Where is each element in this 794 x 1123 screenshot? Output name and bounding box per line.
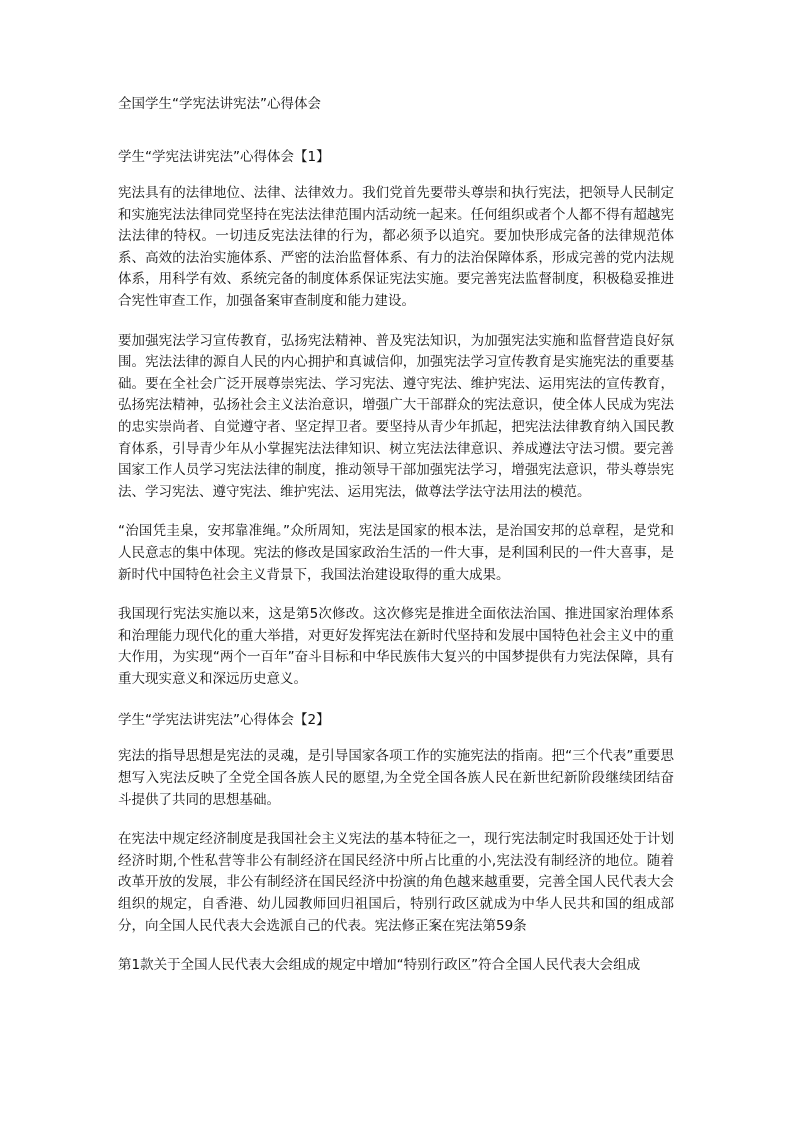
section-heading-2: 学生“学宪法讲宪法”心得体会【2】 [118,712,330,729]
document-title: 全国学生“学宪法讲宪法”心得体会 [118,96,321,112]
paragraph: 我国现行宪法实施以来，这是第5次修改。这次修宪是推进全面依法治国、推进国家治理体系和治理能力现代化的重大举措，对更好发挥宪法在新时代坚持和发展中国特色社会主义中的重大作用，为实现“两个一百年”奋斗目标和中华民族伟大复兴的中国梦提供有力宪法保障，具有重大现实意义和深远历史意义。 [118,606,674,687]
paragraph: 第1款关于全国人民代表大会组成的规定中增加“特别行政区”符合全国人民代表大会组成 [118,957,641,974]
section-heading-1: 学生“学宪法讲宪法”心得体会【1】 [118,149,330,165]
paragraph: “治国凭圭臬，安邦靠准绳。”众所周知，宪法是国家的根本法，是治国安邦的总章程，是党和人民意志的集中体现。宪法的修改是国家政治生活的一件大事，是利国利民的一件大喜事，是新时代中国特色社会主义背景下，我国法治建设取得的重大成果。 [118,523,674,583]
paragraph: 要加强宪法学习宣传教育，弘扬宪法精神、普及宪法知识，为加强宪法实施和监督营造良好氛围。宪法法律的源自人民的内心拥护和真诚信仰，加强宪法学习宣传教育是实施宪法的重要基础。要在全社会广泛开展尊崇宪法、学习宪法、遵守宪法、维护宪法、运用宪法的宣传教育，弘扬宪法精神，弘扬社会主义法治意识，增强广大干部群众的宪法意识，使全体人民成为宪法的忠实崇尚者、自觉遵守者、坚定捍卫者。要坚持从青少年抓起，把宪法法律教育纳入国民教育体系，引导青少年从小掌握宪法法律知识、树立宪法法律意识、养成遵法守法习惯。要完善国家工作人员学习宪法法律的制度，推动领导干部加强宪法学习，增强宪法意识，带头尊崇宪法、学习宪法、遵守宪法、维护宪法、运用宪法，做尊法学法守法用法的模范。 [118,332,674,500]
paragraph: 在宪法中规定经济制度是我国社会主义宪法的基本特征之一，现行宪法制定时我国还处于计划经济时期,个性私营等非公有制经济在国民经济中所占比重的小,宪法没有制经济的地位。随着改革开放的发展，非公有制经济在国民经济中扮演的角色越来越重要，完善全国人民代表大会组织的规定，自香港、幼儿园教师回归祖国后，特别行政区就成为中华人民共和国的组成部分，向全国人民代表大会选派自己的代表。宪法修正案在宪法第59条 [118,831,674,934]
paragraph: 宪法的指导思想是宪法的灵魂，是引导国家各项工作的实施宪法的指南。把“三个代表”重要思想写入宪法反映了全党全国各族人民的愿望,为全党全国各族人民在新世纪新阶段继续团结奋斗提供了共同的思想基础。 [118,748,674,808]
paragraph: 宪法具有的法律地位、法律、法律效力。我们党首先要带头尊崇和执行宪法，把领导人民制定和实施宪法法律同党坚持在宪法法律范围内活动统一起来。任何组织或者个人都不得有超越宪法法律的特权。一切违反宪法法律的行为，都必须予以追究。要加快形成完备的法律规范体系、高效的法治实施体系、严密的法治监督体系、有力的法治保障体系，形成完善的党内法规体系，用科学有效、系统完备的制度体系保证宪法实施。要完善宪法监督制度，积极稳妥推进合宪性审查工作，加强备案审查制度和能力建设。 [118,185,674,309]
document-page [118,92,674,995]
